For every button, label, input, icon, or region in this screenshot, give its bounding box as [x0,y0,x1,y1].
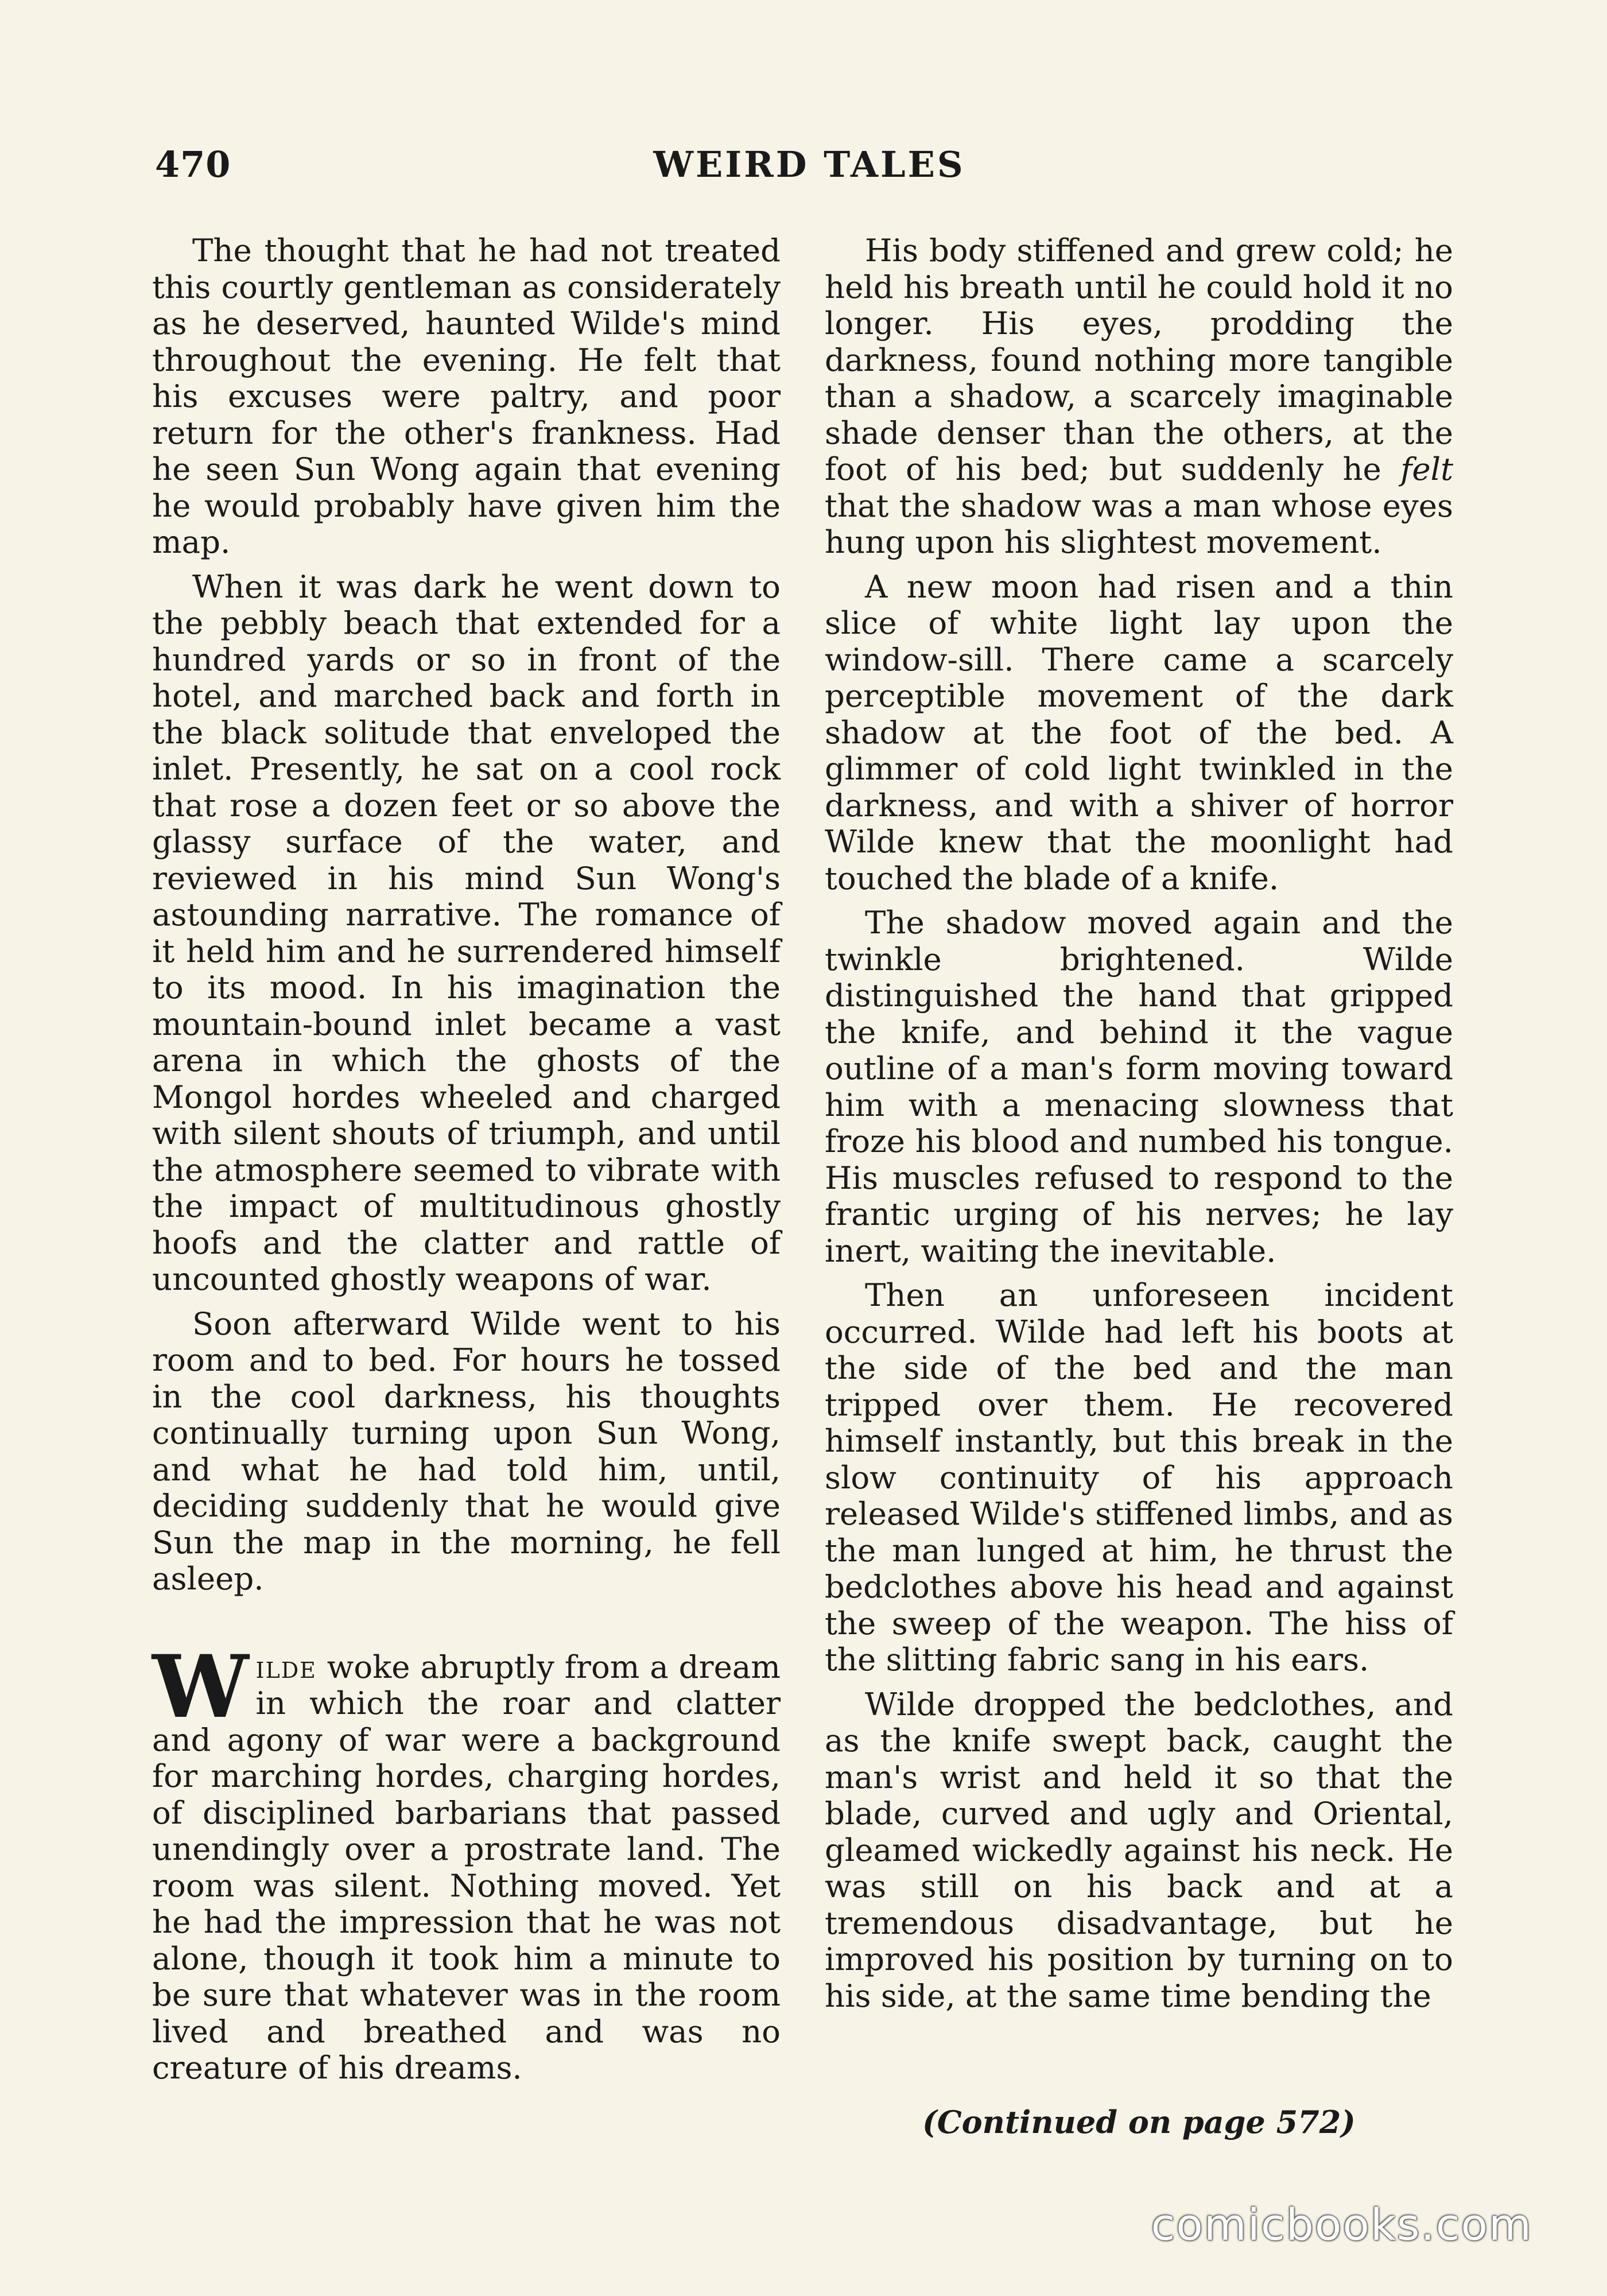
paragraph: A new moon had risen and a thin slice of white light lay upon the window-sill. There came a scarcely perceptible movement of the dark shadow at the foot of the bed. A glimmer of cold light twinkled in the darkness, and with a shiver of horror Wilde knew that the moonlight had touched the blade of a knife. [825,568,1453,897]
paragraph: The shadow moved again and the twinkle brightened. Wilde distinguished the hand that gripped the knife, and behind it the vague outline of a man's form moving toward him with a menacing slowness that froze his blood and numbed his tongue. His muscles refused to respond to the frantic urging of his nerves; he lay inert, waiting the inevitable. [825,904,1453,1269]
running-head: WEIRD TALES [653,144,965,185]
paragraph [825,232,1453,561]
drop-cap: W [152,1636,249,1737]
paragraph-text: woke abruptly from a dream in which the roar and clatter and agony of war were a background for marching hordes, charging hordes, of disciplined barbarians that passed unendingly over a prostrate land. The room was silent. Nothing moved. Yet he had the impression that he was not alone, though it took him a minute to be sure that whatever was in the room lived and breathed and was no creature of his dreams. [152,1648,781,2086]
continued-note: (Continued on page 572) [922,2104,1356,2140]
paragraph: Soon afterward Wilde went to his room and to bed. For hours he tossed in the cool darkness, his thoughts continually turning upon Sun Wong, and what he had told him, until, deciding suddenly that he would give Sun the map in the morning, he fell asleep. [152,1305,781,1597]
italic-word: felt [1400,451,1453,487]
paragraph: Wilde dropped the bedclothes, and as the knife swept back, caught the man's wrist and held it so that the blade, curved and ugly and Oriental, gleamed wickedly against his neck. He was still on his back and at a tremendous disadvantage, but he improved his position by turning on to his side, at the same time bending the [825,1685,1453,2014]
watermark: comicbooks.com [1151,2199,1532,2250]
page-number: 470 [155,144,231,185]
left-column [152,232,781,2095]
paragraph-text: His body stiffened and grew cold; he held his breath until he could hold it no longer. His eyes, prodding the darkness, found nothing more tangible than a shadow, a scarcely imaginable shade denser than the others, at the foot of his bed; but suddenly he [825,232,1453,487]
paragraph: The thought that he had not treated this courtly gentleman as considerately as he deserved, haunted Wilde's mind throughout the evening. He felt that his excuses were paltry, and poor return for the other's frankness. Had he seen Sun Wong again that evening he would probably have given him the map. [152,232,781,560]
paragraph: When it was dark he went down to the pebbly beach that extended for a hundred yards or so in front of the hotel, and marched back and forth in the black solitude that enveloped the inlet. Presently, he sat on a cool rock that rose a dozen feet or so above the glassy surface of the water, and reviewed in his mind Sun Wong's astounding narrative. The romance of it held him and he surrendered himself to its mood. In his imagination the mountain-bound inlet became a vast arena in which the ghosts of the Mongol hordes wheeled and charged with silent shouts of triumph, and until the atmosphere seemed to vibrate with the impact of multitudinous ghostly hoofs and the clatter and rattle of uncounted ghostly weapons of war. [152,568,781,1297]
paragraph-dropcap [152,1636,781,2086]
page-header [155,144,1464,189]
right-column [825,232,1453,2022]
smallcaps-lead: ilde [255,1648,317,1685]
paragraph-text: that the shadow was a man whose eyes hung upon his slightest movement. [825,487,1453,560]
paragraph: Then an unforeseen incident occurred. Wilde had left his boots at the side of the bed and the man tripped over them. He recovered himself instantly, but this break in the slow continuity of his approach released Wilde's stiffened limbs, and as the man lunged at him, he thrust the bedclothes above his head and against the sweep of the weapon. The hiss of the slitting fabric sang in his ears. [825,1277,1453,1678]
